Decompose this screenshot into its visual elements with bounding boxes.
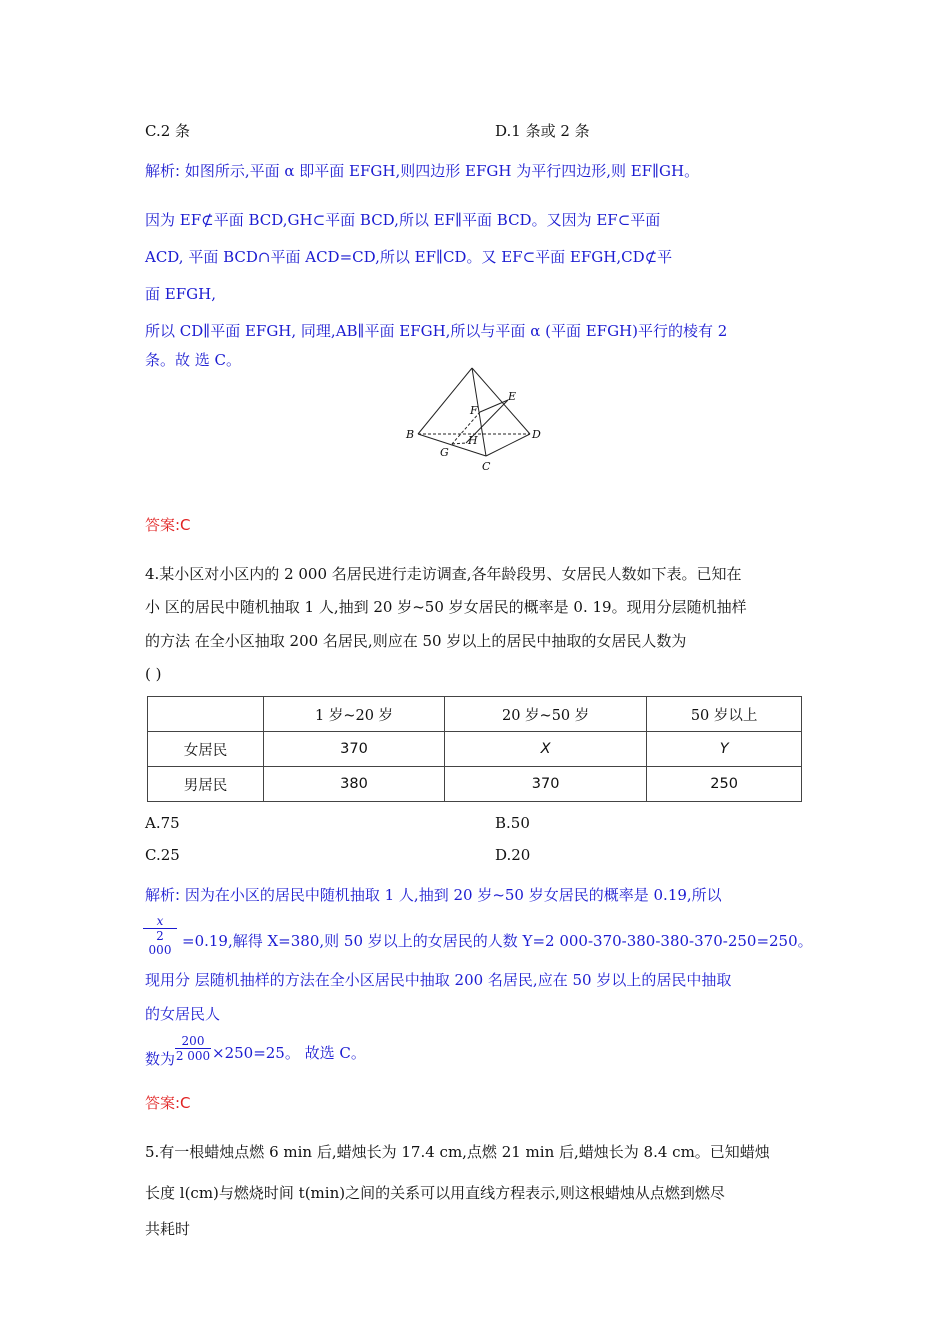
q4-option-a: A.75 — [145, 814, 180, 832]
label-e: E — [508, 390, 517, 403]
tetrahedron-figure — [400, 360, 560, 480]
analysis-line-4: 面 EFGH, — [145, 285, 216, 303]
table-cell: Y — [647, 732, 802, 767]
q4-stem-1: 4.某小区对小区内的 2 000 名居民进行走访调查,各年龄段男、女居民人数如下表。已知在 — [145, 565, 742, 583]
q4-analysis-line-2: =0.19,解得 X=380,则 50 岁以上的女居民的人数 Y=2 000-370-380-380-370-250=250。 — [182, 932, 813, 950]
analysis-label: 解析: — [145, 886, 181, 904]
q4-stem-3: 的方法 在全小区抽取 200 名居民,则应在 50 岁以上的居民中抽取的女居民人数为 — [145, 632, 687, 650]
q4-option-c: C.25 — [145, 846, 180, 864]
label-b: B — [406, 428, 415, 441]
label-c: C — [482, 460, 491, 473]
q5-stem-1: 5.有一根蜡烛点燃 6 min 后,蜡烛长为 17.4 cm,点燃 21 min 后,蜡烛长为 8.4 cm。已知蜡烛 — [145, 1143, 770, 1161]
table-cell: 380 — [264, 767, 445, 802]
table-row — [148, 767, 802, 802]
table-row — [148, 732, 802, 767]
q4-option-b: B.50 — [495, 814, 530, 832]
table-row-label: 男居民 — [148, 767, 264, 802]
table-header-cell: 20 岁~50 岁 — [445, 697, 647, 732]
fraction-x-over-2000 — [143, 914, 177, 957]
option-c: C.2 条 — [145, 122, 191, 140]
answer-q4: 答案:C — [145, 1094, 191, 1112]
analysis-text: 如图所示,平面 α 即平面 EFGH,则四边形 EFGH 为平行四边形,则 EF∥GH。 — [184, 162, 700, 180]
fraction-200-over-2000 — [175, 1034, 211, 1063]
label-h: H — [468, 434, 478, 447]
table-header-cell: 50 岁以上 — [647, 697, 802, 732]
table-row-label: 女居民 — [148, 732, 264, 767]
answer-q3: 答案:C — [145, 516, 191, 534]
q4-analysis-line-5-prefix: 数为 — [145, 1050, 176, 1068]
q4-analysis-line-5-suffix: ×250=25。 故选 C。 — [212, 1044, 366, 1062]
fraction-numerator: 200 — [181, 1034, 205, 1048]
analysis-line-5: 所以 CD∥平面 EFGH, 同理,AB∥平面 EFGH,所以与平面 α (平面 EFGH)平行的棱有 2 — [145, 322, 728, 340]
table-cell: 250 — [647, 767, 802, 802]
q4-analysis-line-4: 的女居民人 — [145, 1005, 221, 1023]
q4-stem-2: 小 区的居民中随机抽取 1 人,抽到 20 岁~50 岁女居民的概率是 0. 19。现用分层随机抽样 — [145, 598, 747, 616]
fraction-numerator: x — [156, 914, 164, 928]
q4-stem-4: ( ) — [145, 665, 162, 683]
q5-stem-2: 长度 l(cm)与燃烧时间 t(min)之间的关系可以用直线方程表示,则这根蜡烛从点燃到燃尽 — [145, 1184, 725, 1202]
q4-analysis-line-1 — [145, 885, 722, 905]
label-g: G — [440, 446, 449, 459]
analysis-line-2: 因为 EF⊄平面 BCD,GH⊂平面 BCD,所以 EF∥平面 BCD。又因为 EF⊂平面 — [145, 211, 661, 229]
label-d: D — [532, 428, 541, 441]
table-header-cell: 1 岁~20 岁 — [264, 697, 445, 732]
option-d: D.1 条或 2 条 — [495, 122, 590, 140]
analysis-label: 解析: — [145, 162, 181, 180]
q4-option-d: D.20 — [495, 846, 531, 864]
label-f: F — [470, 404, 478, 417]
analysis-line-3: ACD, 平面 BCD∩平面 ACD=CD,所以 EF∥CD。又 EF⊂平面 EFGH,CD⊄平 — [145, 248, 673, 266]
analysis-text: 因为在小区的居民中随机抽取 1 人,抽到 20 岁~50 岁女居民的概率是 0.19,所以 — [184, 886, 722, 904]
fraction-denominator: 2 000 — [143, 928, 177, 957]
table-cell: 370 — [264, 732, 445, 767]
table-cell: 370 — [445, 767, 647, 802]
table-cell: X — [445, 732, 647, 767]
table-header-cell — [148, 697, 264, 732]
analysis-line-1 — [145, 161, 699, 181]
analysis-line-6: 条。故 选 C。 — [145, 351, 242, 369]
table-header-row — [148, 697, 802, 732]
q5-stem-3: 共耗时 — [145, 1220, 191, 1238]
fraction-denominator: 2 000 — [175, 1049, 211, 1063]
q4-analysis-line-3: 现用分 层随机抽样的方法在全小区居民中抽取 200 名居民,应在 50 岁以上的居民中抽取 — [145, 971, 732, 989]
resident-table — [147, 696, 802, 802]
